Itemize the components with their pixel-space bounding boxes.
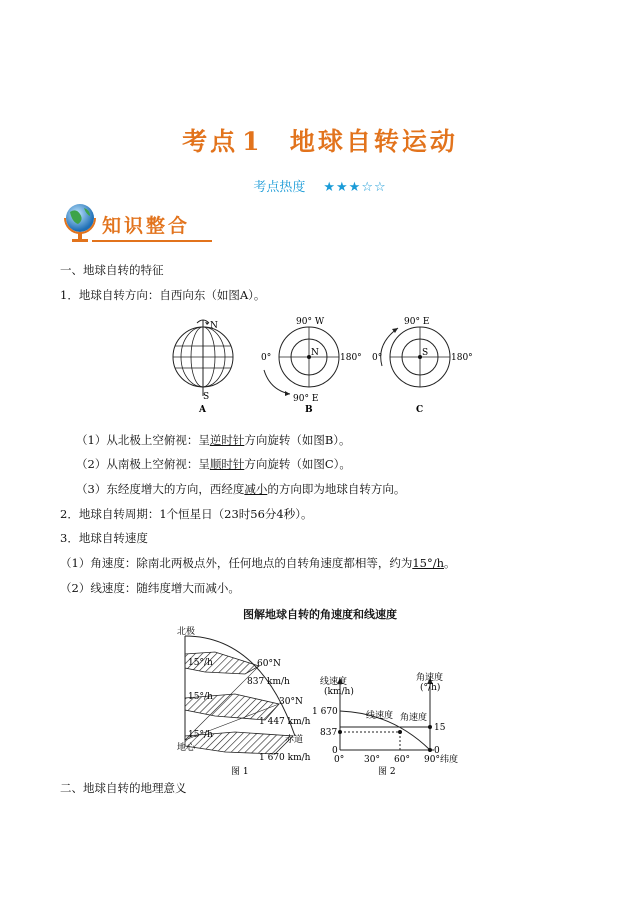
v0-label: 1 670 km/h: [259, 753, 311, 763]
v30-label: 1 447 km/h: [259, 717, 311, 727]
sub-south-view: （2）从南极上空俯视：呈顺时针方向旋转（如图C）。: [76, 457, 351, 471]
page-title: [0, 122, 640, 158]
fig2-tick-837: 837: [320, 728, 338, 738]
heat-stars: ★★★☆☆: [323, 180, 387, 195]
sub-north-view: （1）从北极上空俯视：呈逆时针方向旋转（如图B）。: [76, 433, 351, 447]
fig2-x60: 60°: [394, 755, 410, 765]
fig-c-left: 0°: [372, 353, 383, 363]
fig2-ylabel-2: (km/h): [324, 687, 354, 697]
fig2-x0: 0°: [334, 755, 345, 765]
fig-c-right: 180°: [451, 353, 473, 363]
omega-60: 15°/h: [188, 658, 213, 668]
rotation-figures: [160, 314, 480, 416]
item-rotation-period: 2．地球自转周期：1个恒星日（23时56分4秒）。: [60, 507, 313, 521]
banner-title: 知识整合: [102, 215, 191, 237]
fig2-x90: 90°: [424, 755, 440, 765]
fig2-tick-0: 0: [332, 746, 338, 756]
fig2-rlabel-1: 角速度: [416, 673, 444, 683]
fig2-r15: 15: [434, 723, 446, 733]
title-prefix: 考点: [182, 127, 239, 156]
fig-b-bottom: 90° E: [293, 394, 319, 404]
fig2-ylabel-1: 线速度: [320, 677, 348, 687]
figure-2: [312, 668, 468, 778]
angular-velocity: （1）角速度：除南北两极点外，任何地点的自转角速度都相等，约为15°/h。: [60, 556, 456, 570]
title-main: 地球自转运动: [289, 127, 458, 156]
heat-label: 考点热度: [253, 180, 306, 195]
fig-b-top: 90° W: [296, 317, 325, 327]
fig-b-right: 180°: [340, 353, 362, 363]
figure-a: [173, 320, 233, 415]
figure-1: [175, 624, 315, 778]
fig2-r0: 0: [434, 746, 440, 756]
heat-rating: [0, 176, 640, 195]
fig-b-left: 0°: [261, 353, 272, 363]
banner-underline: [92, 240, 212, 242]
equator-label: 赤道: [285, 735, 304, 745]
omega-0: 15°/h: [188, 730, 213, 740]
section1-heading: 一、地球自转的特征: [60, 263, 164, 277]
lat-30-label: 30°N: [279, 697, 303, 707]
v60-label: 837 km/h: [247, 677, 290, 687]
figure-title: 图解地球自转的角速度和线速度: [243, 608, 397, 621]
item-rotation-direction: 1．地球自转方向：自西向东（如图A）。: [60, 288, 266, 302]
sub-longitude-direction: （3）东经度增大的方向，西经度减小的方向即为地球自转方向。: [76, 482, 406, 496]
linear-velocity: （2）线速度：随纬度增大而减小。: [60, 581, 240, 595]
fig2-angular-label: 角速度: [400, 713, 428, 723]
fig2-xlabel: 纬度: [440, 755, 459, 765]
fig1-caption: 图 1: [231, 767, 249, 777]
item-rotation-speed: 3．地球自转速度: [60, 531, 148, 545]
fig2-caption: 图 2: [378, 767, 396, 777]
figure-c: [372, 317, 473, 415]
fig2-tick-1670: 1 670: [312, 707, 338, 717]
north-pole-label: 北极: [177, 627, 196, 637]
title-number: 1: [242, 127, 263, 156]
fig-b-caption: B: [305, 405, 313, 415]
fig-c-top: 90° E: [404, 317, 430, 327]
fig-a-south: S: [203, 392, 210, 402]
fig2-x30: 30°: [364, 755, 380, 765]
fig2-linear-label: 线速度: [366, 711, 394, 721]
lat-60-label: 60°N: [257, 659, 281, 669]
fig-a-caption: A: [199, 405, 206, 415]
fig-a-north: N: [210, 321, 218, 331]
fig-b-center: N: [311, 348, 319, 358]
fig-c-center: S: [422, 348, 429, 358]
earth-center-label: 地心: [177, 743, 196, 753]
omega-30: 15°/h: [188, 692, 213, 702]
figure-b: [261, 317, 362, 415]
fig-c-caption: C: [416, 405, 424, 415]
section2-heading: 二、地球自转的地理意义: [60, 781, 187, 795]
fig2-rlabel-2: (°/h): [420, 683, 441, 693]
